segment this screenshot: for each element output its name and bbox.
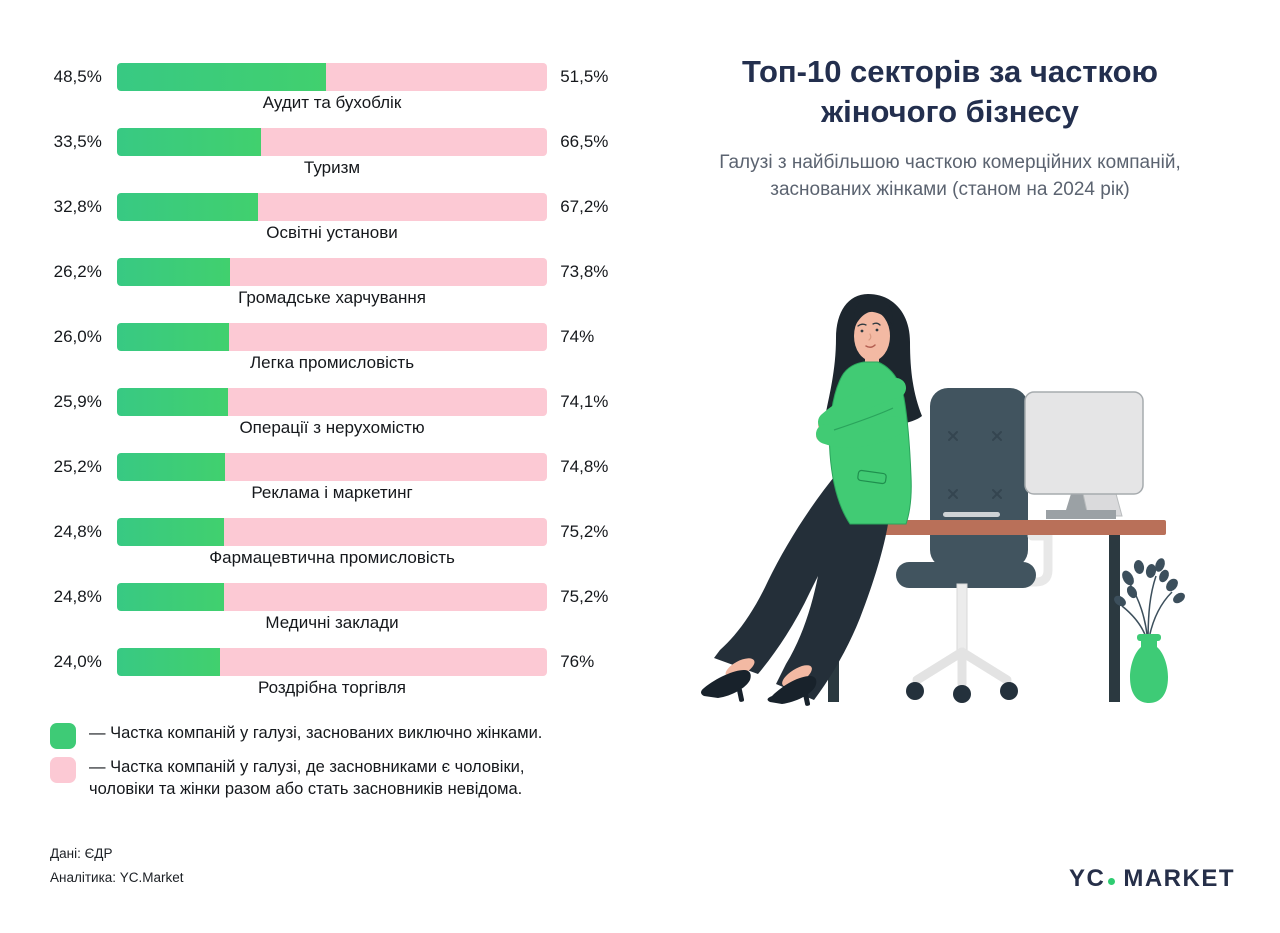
left-percent-label: 26,2%: [53, 262, 102, 281]
women-share-segment: [117, 388, 228, 416]
yc-market-logo: [1069, 865, 1235, 893]
legend-swatch-pink: [50, 757, 76, 783]
stacked-bar: [117, 258, 547, 286]
category-label: Громадське харчування: [238, 288, 426, 307]
illustration-woman-at-desk: [680, 276, 1240, 726]
left-percent-label: 32,8%: [53, 197, 102, 216]
stacked-bar: [117, 388, 547, 416]
bar-row: [50, 323, 620, 373]
category-label: Операції з нерухомістю: [239, 418, 425, 437]
right-percent-label: 67,2%: [560, 197, 609, 216]
left-percent-label: 26,0%: [53, 327, 102, 346]
bar-zone: [117, 648, 547, 698]
source-data-line: Дані: ЄДР: [50, 846, 113, 861]
bar-zone: [117, 453, 547, 503]
women-share-segment: [117, 258, 230, 286]
legend-item-other: [50, 756, 610, 800]
right-percent-label: 75,2%: [560, 522, 609, 541]
page-subtitle: Галузі з найбільшою часткою комерційних компаній, заснованих жінками (станом на 2024 рік): [719, 151, 1181, 200]
right-percent-label: 74,1%: [560, 392, 609, 411]
bar-row: [50, 583, 620, 633]
category-label: Освітні установи: [266, 223, 398, 242]
other-share-segment: [326, 63, 548, 91]
stacked-bar: [117, 193, 547, 221]
other-share-segment: [261, 128, 547, 156]
left-percent-label: 48,5%: [53, 67, 102, 86]
bar-row: [50, 453, 620, 503]
right-percent-label: 51,5%: [560, 67, 609, 86]
bar-row: [50, 648, 620, 698]
right-percent-label: 74%: [560, 327, 595, 346]
stacked-bar: [117, 453, 547, 481]
bar-zone: [117, 388, 547, 438]
arm-lower: [826, 426, 894, 438]
stacked-bar: [117, 518, 547, 546]
other-share-segment: [220, 648, 547, 676]
left-percent-label: 25,9%: [53, 392, 102, 411]
left-percent-label: 25,2%: [53, 457, 102, 476]
women-share-segment: [117, 63, 326, 91]
bar-chart: [50, 63, 620, 890]
bar-zone: [117, 193, 547, 243]
right-percent-label: 73,8%: [560, 262, 609, 281]
left-percent-label: 24,0%: [53, 652, 102, 671]
right-percent-label: 76%: [560, 652, 595, 671]
other-share-segment: [258, 193, 547, 221]
computer-monitor-icon: [1025, 392, 1143, 519]
bar-zone: [117, 63, 547, 113]
bar-zone: [117, 583, 547, 633]
category-label: Фармацевтична промисловість: [209, 548, 455, 567]
category-label: Туризм: [303, 158, 361, 177]
left-percent-label: 33,5%: [53, 132, 102, 151]
right-percent-label: 66,5%: [560, 132, 609, 151]
bar-row: [50, 63, 620, 113]
plant-vase-icon: [1112, 557, 1187, 703]
bar-zone: [117, 258, 547, 308]
bar-row: [50, 193, 620, 243]
left-percent-label: 24,8%: [53, 522, 102, 541]
bar-row: [50, 518, 620, 568]
legend-label: — Частка компаній у галузі, де засновниками є чоловіки, чоловіки та жінки разом або стать засновників невідома.: [89, 758, 525, 798]
bar-zone: [117, 128, 547, 178]
women-share-segment: [117, 193, 258, 221]
other-share-segment: [225, 453, 547, 481]
category-label: Аудит та бухоблік: [262, 93, 402, 112]
header-block: [655, 52, 1245, 204]
legend-swatch-green: [50, 723, 76, 749]
right-percent-label: 74,8%: [560, 457, 609, 476]
stacked-bar: [117, 63, 547, 91]
logo-dot-icon: [1108, 878, 1115, 885]
page-title: Топ-10 секторів за часткою жіночого бізнесу: [741, 54, 1159, 130]
category-label: Реклама і маркетинг: [251, 483, 413, 502]
left-percent-label: 24,8%: [53, 587, 102, 606]
stacked-bar: [117, 128, 547, 156]
women-share-segment: [117, 453, 225, 481]
right-percent-label: 75,2%: [560, 587, 609, 606]
woman-figure: [701, 294, 922, 706]
stacked-bar: [117, 583, 547, 611]
logo-text-left: YC: [1069, 865, 1106, 892]
bar-zone: [117, 323, 547, 373]
other-share-segment: [230, 258, 548, 286]
other-share-segment: [224, 583, 548, 611]
bar-row: [50, 258, 620, 308]
women-share-segment: [117, 128, 261, 156]
stacked-bar: [117, 648, 547, 676]
source-note: [50, 842, 620, 890]
women-share-segment: [117, 648, 220, 676]
other-share-segment: [229, 323, 548, 351]
bar-row: [50, 128, 620, 178]
source-analytics-line: Аналітика: YC.Market: [50, 870, 184, 885]
women-share-segment: [117, 583, 224, 611]
other-share-segment: [228, 388, 547, 416]
legend-item-women: [50, 722, 610, 749]
women-share-segment: [117, 323, 229, 351]
legend: [50, 722, 610, 800]
stacked-bar: [117, 323, 547, 351]
category-label: Роздрібна торгівля: [258, 678, 406, 697]
bar-row: [50, 388, 620, 438]
women-share-segment: [117, 518, 224, 546]
logo-text-right: MARKET: [1123, 865, 1235, 892]
bar-zone: [117, 518, 547, 568]
category-label: Легка промисловість: [249, 353, 415, 372]
category-label: Медичні заклади: [265, 613, 399, 632]
legend-label: — Частка компаній у галузі, заснованих виключно жінками.: [89, 724, 543, 742]
other-share-segment: [224, 518, 548, 546]
